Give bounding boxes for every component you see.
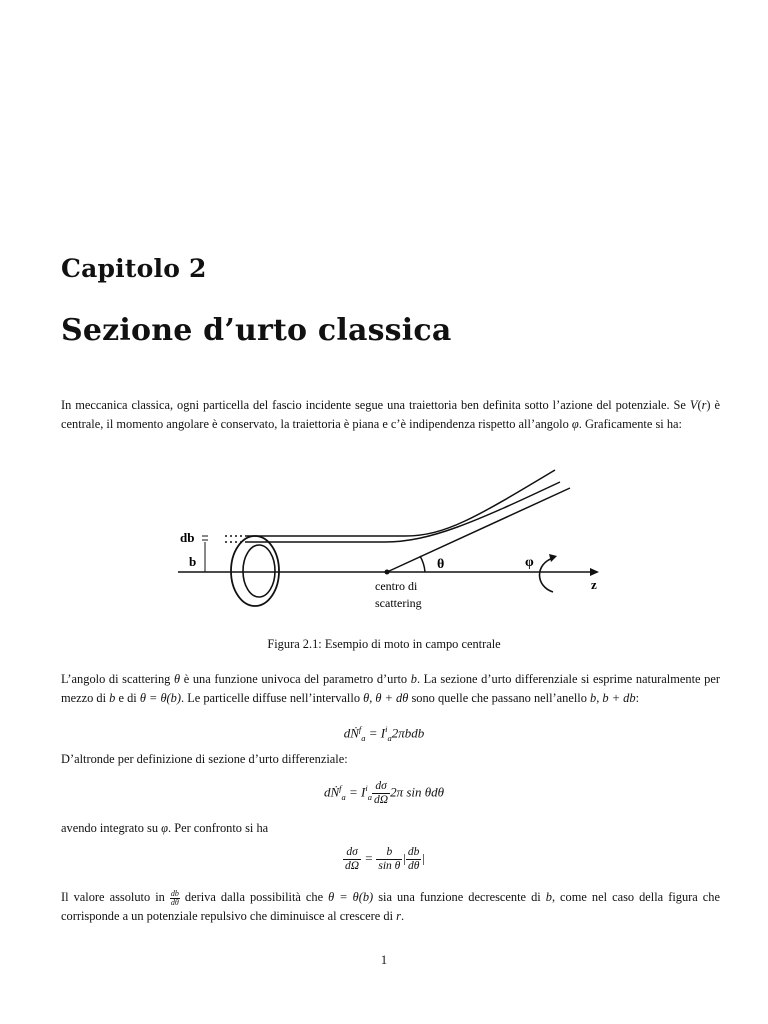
comparison-paragraph: avendo integrato su φ. Per confronto si ha — [61, 821, 269, 835]
equation-flux-ring: dṄ$^f_a$ = $I^i_a2\pi bdb$ — [343, 724, 425, 743]
trajectory-upper — [245, 470, 555, 536]
definition-paragraph: D’altronde per definizione di sezione d’urto differenziale: — [61, 752, 348, 766]
label-b: b — [189, 554, 197, 569]
absolute-value-paragraph: Il valore assoluto in $\frac{db}{d\theta}$ deriva dalla possibilità che θ = θ(b) sia una funzione decrescente di b, come nel caso della figura che corrisponde a un potenziale repulsivo che diminuisce al crescere di r. — [61, 888, 721, 923]
label-center-line2: scattering — [375, 596, 422, 610]
fraction-dsigma-domega-result: $\frac{d\sigma}{d\Omega}$ — [345, 846, 360, 872]
page-number: 1 — [380, 953, 388, 967]
fraction-dsigma-domega: $\frac{d\sigma}{d\Omega}$ — [373, 780, 389, 806]
z-axis-arrowhead — [590, 568, 599, 576]
phi-rotation-arc — [540, 558, 554, 592]
label-theta: θ — [437, 557, 445, 572]
chapter-title: Sezione d’urto classica — [61, 313, 452, 348]
equation-cross-section-result: $\frac{d\sigma}{d\Omega}$ = $\frac{b}{\text{sin θ}}$ | $\frac{db}{d\theta}$ | — [345, 846, 425, 872]
scattering-center-dot — [385, 570, 390, 575]
label-center-line1: centro di — [375, 579, 418, 593]
figure-caption: Figura 2.1: Esempio di moto in campo centrale — [267, 637, 501, 651]
scattering-figure — [175, 462, 615, 617]
trajectory-lower — [245, 482, 560, 542]
ring-inner — [243, 545, 275, 597]
inline-fraction-db-dtheta: $\frac{db}{d\theta}$ — [170, 888, 179, 907]
scattering-paragraph: L’angolo di scattering θ è una funzione univoca del parametro d’urto b. La sezione d’urto differenziale si esprime naturalmente per mezzo di b e di θ = θ(b). Le particelle diffuse nell’intervallo θ, θ + dθ sono quelle che passano nell’anello b, b + db: — [61, 672, 720, 705]
fraction-b-sintheta: $\frac{b}{\text{sin θ}}$ — [378, 846, 401, 872]
chapter-label: Capitolo 2 — [61, 254, 207, 283]
intro-paragraph: In meccanica classica, ogni particella del fascio incidente segue una traiettoria ben definita sotto l’azione del potenziale. Se V(r) è centrale, il momento angolare è conservato, la traiettoria è piana e c’è indipendenza rispetto all’angolo φ. Graficamente si ha: — [61, 398, 720, 431]
label-z: z — [591, 577, 597, 592]
theta-arc — [420, 556, 425, 572]
label-phi: φ — [525, 555, 534, 570]
equation-cross-section-definition: dṄ$^f_a$ = $I^i_a$ $\frac{d\sigma}{d\Omega}$ 2π sin θdθ — [323, 780, 445, 806]
fraction-db-dtheta: $\frac{db}{d\theta}$ — [407, 846, 420, 872]
scattering-direction-line — [387, 488, 570, 572]
label-db: db — [180, 530, 195, 545]
phi-rotation-arrowhead — [549, 554, 557, 562]
